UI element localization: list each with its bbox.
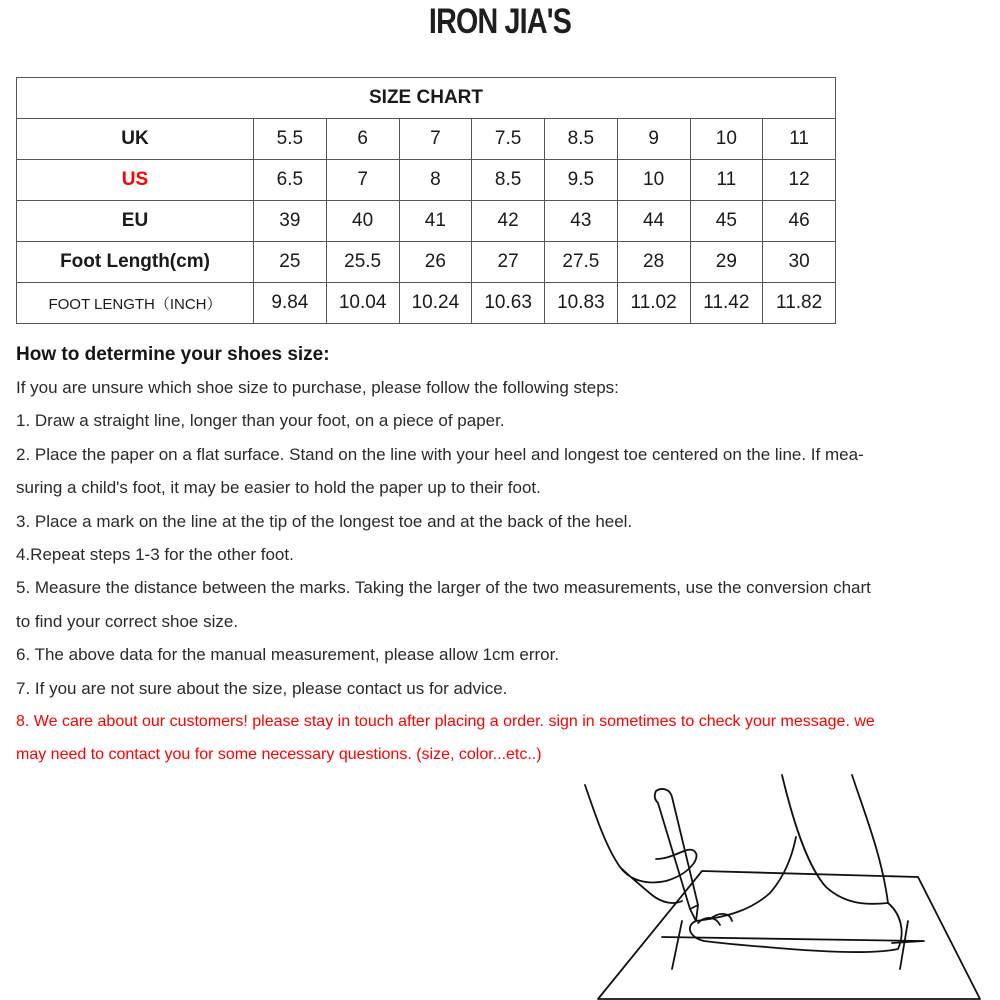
size-cell: 11.02 <box>617 283 690 324</box>
size-row-uk <box>17 119 836 160</box>
size-cell: 11.42 <box>690 283 763 324</box>
instruction-step: to find your correct shoe size. <box>16 611 239 631</box>
instruction-step: 6. The above data for the manual measurement, please allow 1cm error. <box>16 645 560 665</box>
instruction-step: 4.Repeat steps 1-3 for the other foot. <box>16 545 294 565</box>
size-cell: 45 <box>690 201 763 242</box>
size-row-us <box>17 160 836 201</box>
size-cell: 25.5 <box>326 242 399 283</box>
size-cell: 11 <box>763 119 836 160</box>
size-cell: 40 <box>326 201 399 242</box>
size-cell: 11 <box>690 160 763 201</box>
size-cell: 8.5 <box>545 119 618 160</box>
size-cell: 8.5 <box>472 160 545 201</box>
size-cell: 6.5 <box>254 160 327 201</box>
size-cell: 10.24 <box>399 283 472 324</box>
customer-care-note: may need to contact you for some necessary questions. (size, color...etc..) <box>16 746 542 764</box>
size-cell: 25 <box>254 242 327 283</box>
size-cell: 12 <box>763 160 836 201</box>
instruction-step: 5. Measure the distance between the marks. Taking the larger of the two measurements, use the conversion chart <box>16 578 871 598</box>
foot-outline <box>690 775 902 952</box>
size-cell: 30 <box>763 242 836 283</box>
size-cell: 9.84 <box>254 283 327 324</box>
row-label-foot-length-cm: Foot Length(cm) <box>17 242 254 283</box>
size-chart-table <box>16 77 836 324</box>
size-cell: 10.83 <box>545 283 618 324</box>
row-label-eu: EU <box>17 201 254 242</box>
size-cell: 11.82 <box>763 283 836 324</box>
paper-sheet <box>598 871 980 999</box>
row-label-uk: UK <box>17 119 254 160</box>
foot-measurement-illustration <box>570 755 990 1000</box>
size-cell: 5.5 <box>254 119 327 160</box>
size-cell: 10.63 <box>472 283 545 324</box>
toe-mark <box>672 921 682 969</box>
size-chart-title: SIZE CHART <box>17 78 836 119</box>
size-cell: 10 <box>690 119 763 160</box>
size-cell: 10 <box>617 160 690 201</box>
size-cell: 41 <box>399 201 472 242</box>
instruction-step: suring a child's foot, it may be easier to hold the paper up to their foot. <box>16 478 541 498</box>
size-cell: 43 <box>545 201 618 242</box>
size-cell: 27.5 <box>545 242 618 283</box>
size-cell: 7 <box>326 160 399 201</box>
size-cell: 9.5 <box>545 160 618 201</box>
row-label-foot-length-inch: FOOT LENGTH（INCH） <box>17 283 254 324</box>
size-cell: 28 <box>617 242 690 283</box>
instruction-step: 1. Draw a straight line, longer than your foot, on a piece of paper. <box>16 411 505 431</box>
size-cell: 42 <box>472 201 545 242</box>
row-label-us: US <box>17 160 254 201</box>
size-cell: 6 <box>326 119 399 160</box>
instruction-step: 2. Place the paper on a flat surface. Stand on the line with your heel and longest toe centered on the line. If mea- <box>16 444 864 464</box>
size-cell: 39 <box>254 201 327 242</box>
size-cell: 9 <box>617 119 690 160</box>
sizing-instructions <box>16 338 984 772</box>
leg-back <box>852 775 888 903</box>
size-cell: 10.04 <box>326 283 399 324</box>
size-cell: 46 <box>763 201 836 242</box>
instruction-step: 3. Place a mark on the line at the tip of the longest toe and at the back of the heel. <box>16 511 633 531</box>
size-cell: 26 <box>399 242 472 283</box>
instruction-step: 7. If you are not sure about the size, please contact us for advice. <box>16 678 508 698</box>
instructions-heading: How to determine your shoes size: <box>16 344 330 365</box>
size-row-foot-length-cm <box>17 242 836 283</box>
size-cell: 7 <box>399 119 472 160</box>
heel-mark <box>892 921 924 969</box>
customer-care-note: 8. We care about our customers! please stay in touch after placing a order. sign in sometimes to check your message. we <box>16 713 875 731</box>
hand-outline <box>585 785 696 903</box>
size-cell: 27 <box>472 242 545 283</box>
size-cell: 44 <box>617 201 690 242</box>
instructions-intro: If you are unsure which shoe size to purchase, please follow the following steps: <box>16 378 619 397</box>
size-cell: 29 <box>690 242 763 283</box>
size-row-eu <box>17 201 836 242</box>
size-row-foot-length-inch <box>17 283 836 324</box>
brand-logo: IRON JIA'S <box>428 2 572 41</box>
size-cell: 8 <box>399 160 472 201</box>
size-cell: 7.5 <box>472 119 545 160</box>
